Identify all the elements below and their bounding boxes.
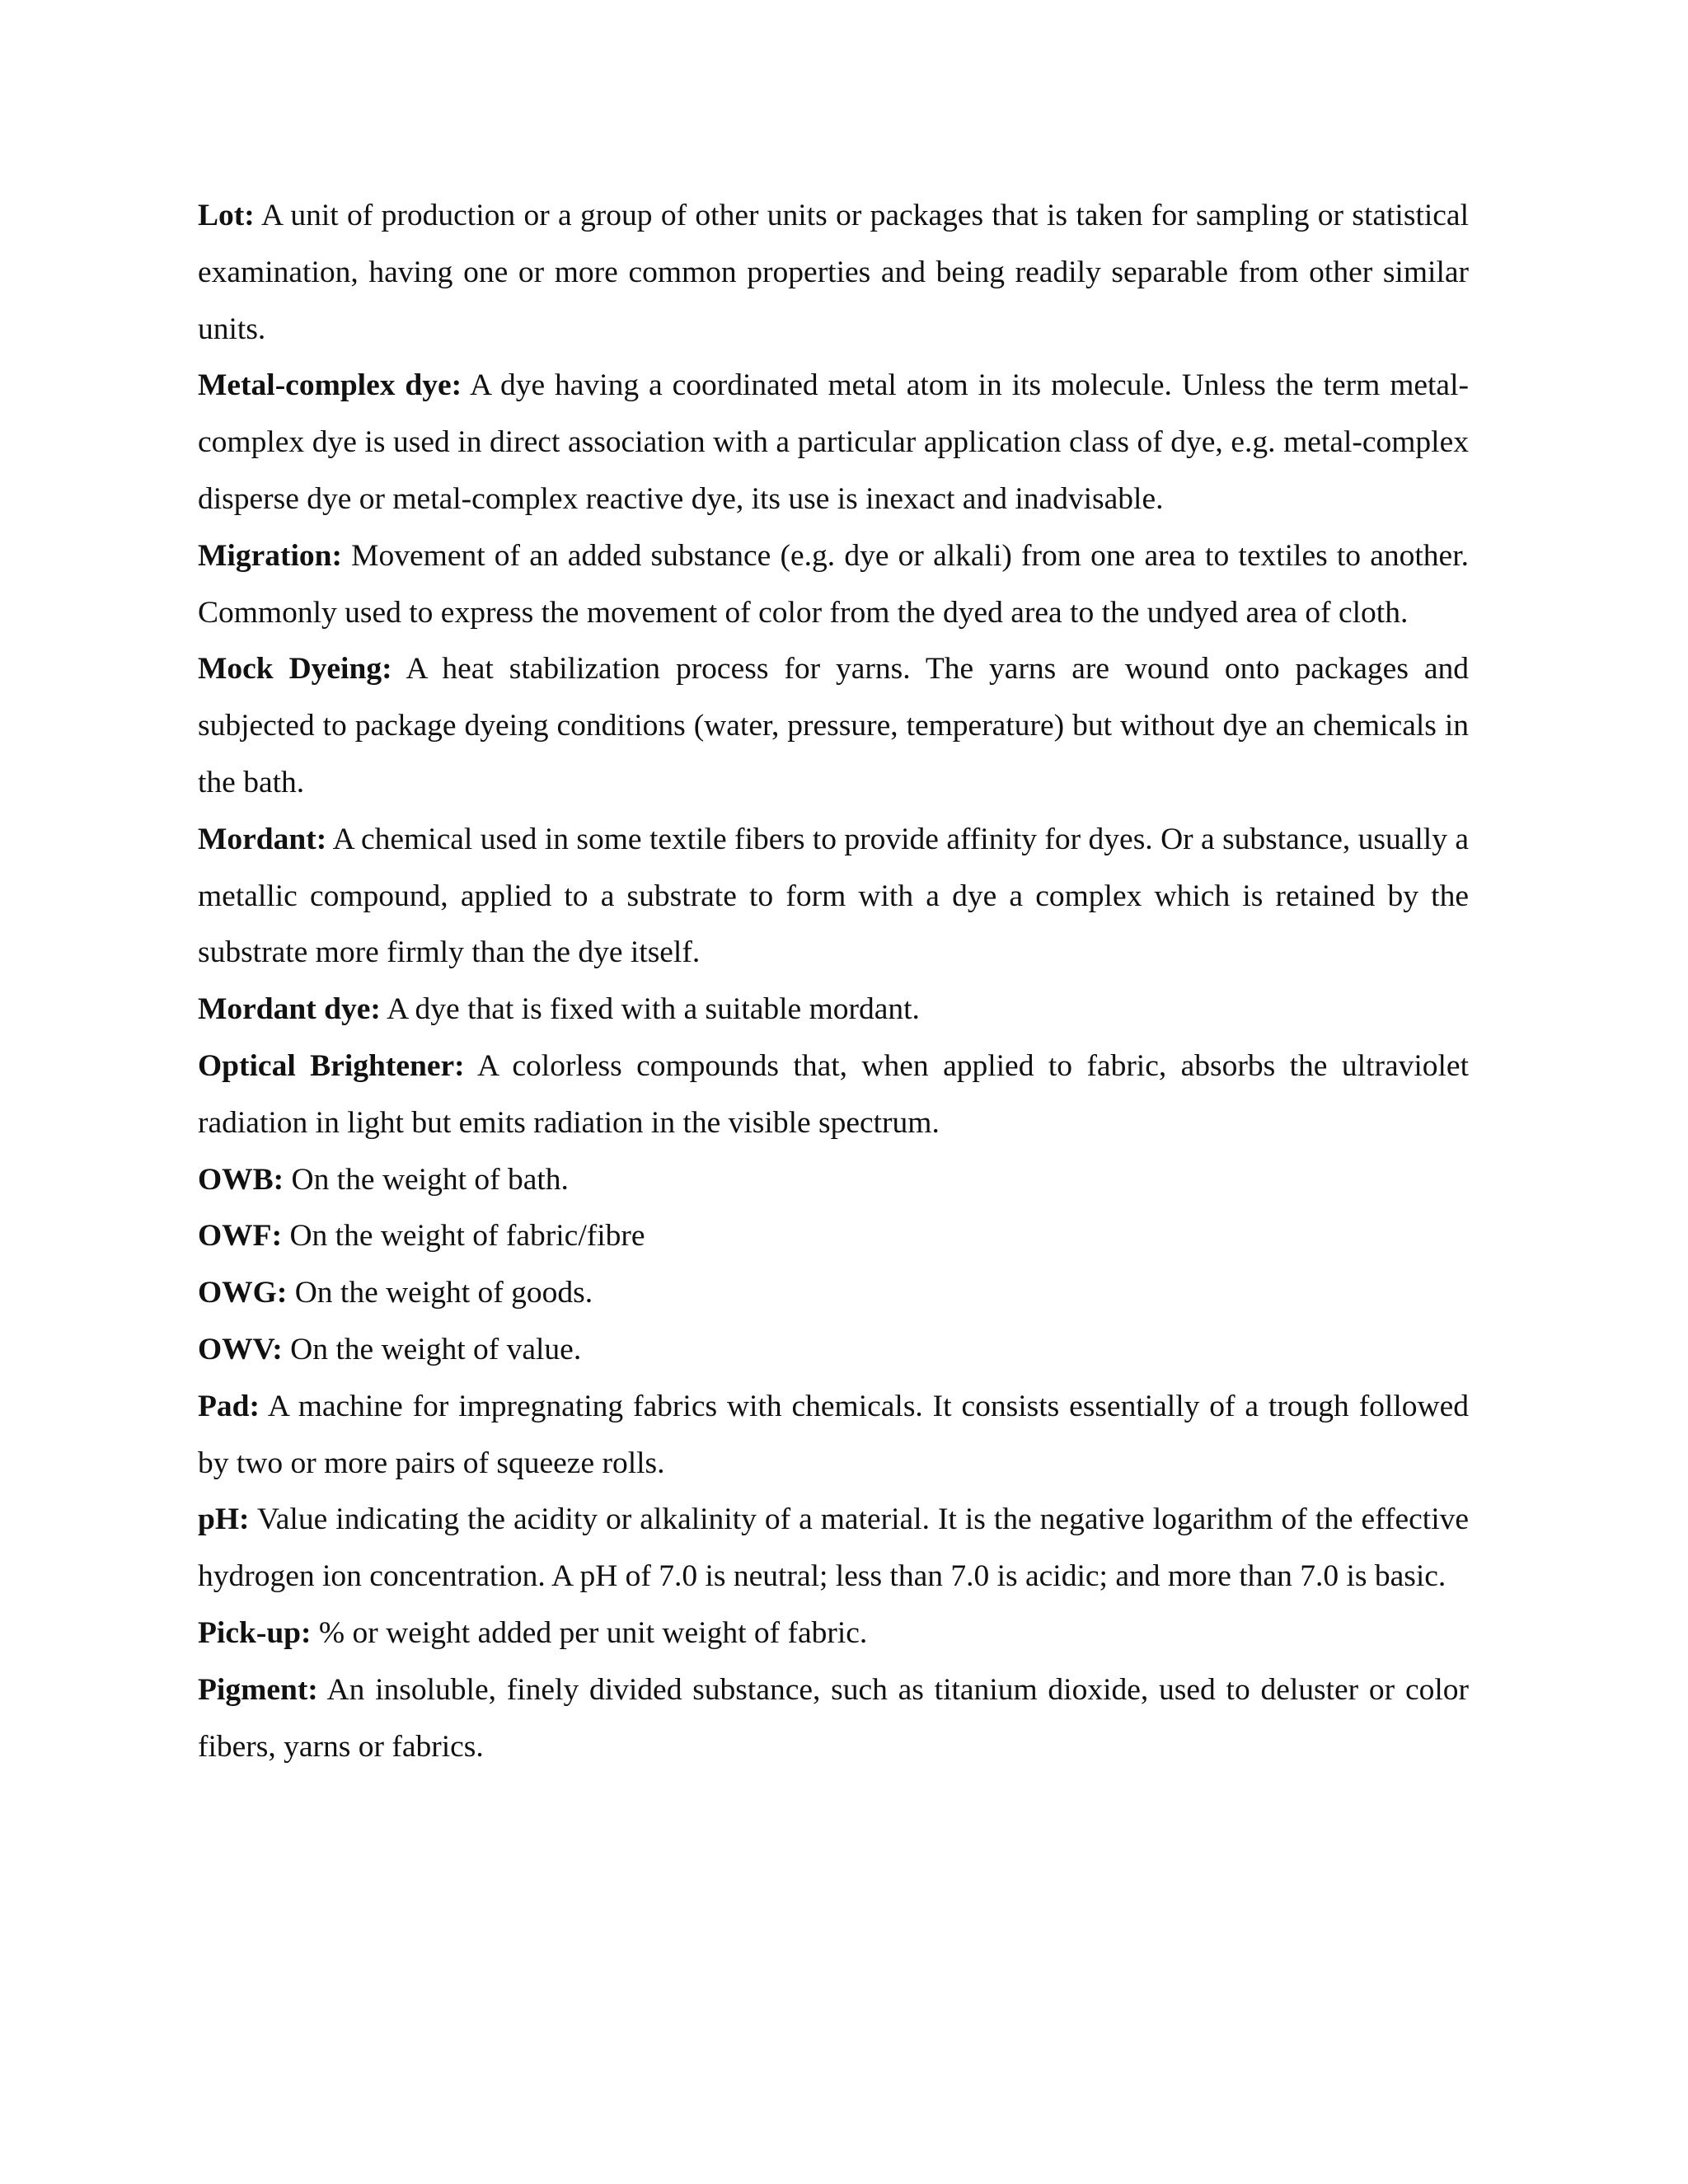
glossary-definition: On the weight of fabric/fibre (289, 1219, 645, 1254)
glossary-definition: Movement of an added substance (e.g. dye or alkali) from one area to textiles to another. Commonly used to express the movement of color from the dyed area to the undyed area of cloth. (198, 538, 1469, 630)
glossary-term: Mordant dye: (198, 992, 381, 1027)
glossary-entry-owb (198, 1152, 1469, 1209)
glossary-term: Mock Dyeing: (198, 652, 392, 687)
glossary-term: OWG: (198, 1276, 288, 1310)
glossary-term: pH: (198, 1502, 250, 1537)
glossary-definition: A dye having a coordinated metal atom in its molecule. Unless the term metal-complex dye is used in direct association with a particular application class of dye, e.g. metal-complex disperse dye or metal-complex reactive dye, its use is inexact and inadvisable. (198, 368, 1469, 516)
glossary-definition: Value indicating the acidity or alkalinity of a material. It is the negative logarithm of the effective hydrogen ion concentration. A pH of 7.0 is neutral; less than 7.0 is acidic; and more than 7.0 is basic. (198, 1502, 1470, 1594)
glossary-entry-optical-brightener (198, 1038, 1469, 1152)
glossary-entry-pick-up (198, 1605, 1469, 1662)
glossary-entry-metal-complex-dye (198, 358, 1469, 527)
glossary-definition: An insoluble, finely divided substance, such as titanium dioxide, used to deluster or color fibers, yarns or fabrics. (198, 1672, 1469, 1764)
glossary-term: OWF: (198, 1219, 283, 1254)
glossary-definition: A dye that is fixed with a suitable mordant. (387, 992, 920, 1027)
glossary-definition: A chemical used in some textile fibers to provide affinity for dyes. Or a substance, usually a metallic compound, applied to a substrate to form with a dye a complex which is retained by the substrate more firmly than the dye itself. (198, 822, 1469, 970)
glossary-entry-pad (198, 1379, 1469, 1493)
glossary-term: Pigment: (198, 1672, 318, 1707)
glossary-definition: On the weight of goods. (294, 1276, 593, 1310)
glossary-term: Metal-complex dye: (198, 368, 462, 403)
glossary-entry-migration (198, 528, 1469, 642)
glossary-term: OWV: (198, 1332, 283, 1366)
glossary-term: Pick-up: (198, 1615, 312, 1650)
glossary-entry-mordant-dye (198, 982, 1469, 1038)
glossary-definition: On the weight of bath. (291, 1162, 569, 1197)
glossary-entry-lot (198, 188, 1469, 358)
glossary-definition: A colorless compounds that, when applied to fabric, absorbs the ultraviolet radiation in light but emits radiation in the visible spectrum. (198, 1048, 1469, 1140)
glossary-entry-owf (198, 1208, 1469, 1265)
glossary-definition: % or weight added per unit weight of fabric. (318, 1615, 868, 1650)
glossary-term: Lot: (198, 199, 255, 232)
glossary-entry-owg (198, 1265, 1469, 1322)
glossary-definition: A machine for impregnating fabrics with chemicals. It consists essentially of a trough followed by two or more pairs of squeeze rolls. (198, 1389, 1469, 1480)
glossary-term: Mordant: (198, 822, 327, 856)
glossary-term: Optical Brightener: (198, 1048, 465, 1083)
glossary-entry-pigment (198, 1662, 1469, 1776)
glossary-definition: A heat stabilization process for yarns. The yarns are wound onto packages and subjected to package dyeing conditions (water, pressure, temperature) but without dye an chemicals in the bath. (198, 652, 1469, 799)
glossary-term: Migration: (198, 538, 342, 573)
glossary-entry-mock-dyeing (198, 641, 1469, 811)
glossary-definition: A unit of production or a group of other units or packages that is taken for sampling or statistical examination, having one or more common properties and being readily separable from other similar units. (198, 199, 1469, 346)
glossary-entry-mordant (198, 812, 1469, 982)
glossary-term: OWB: (198, 1162, 284, 1197)
glossary-entry-owv (198, 1322, 1469, 1379)
glossary-entry-ph (198, 1492, 1469, 1605)
glossary-term: Pad: (198, 1389, 260, 1423)
glossary-list (198, 188, 1469, 1775)
glossary-definition: On the weight of value. (290, 1332, 582, 1366)
